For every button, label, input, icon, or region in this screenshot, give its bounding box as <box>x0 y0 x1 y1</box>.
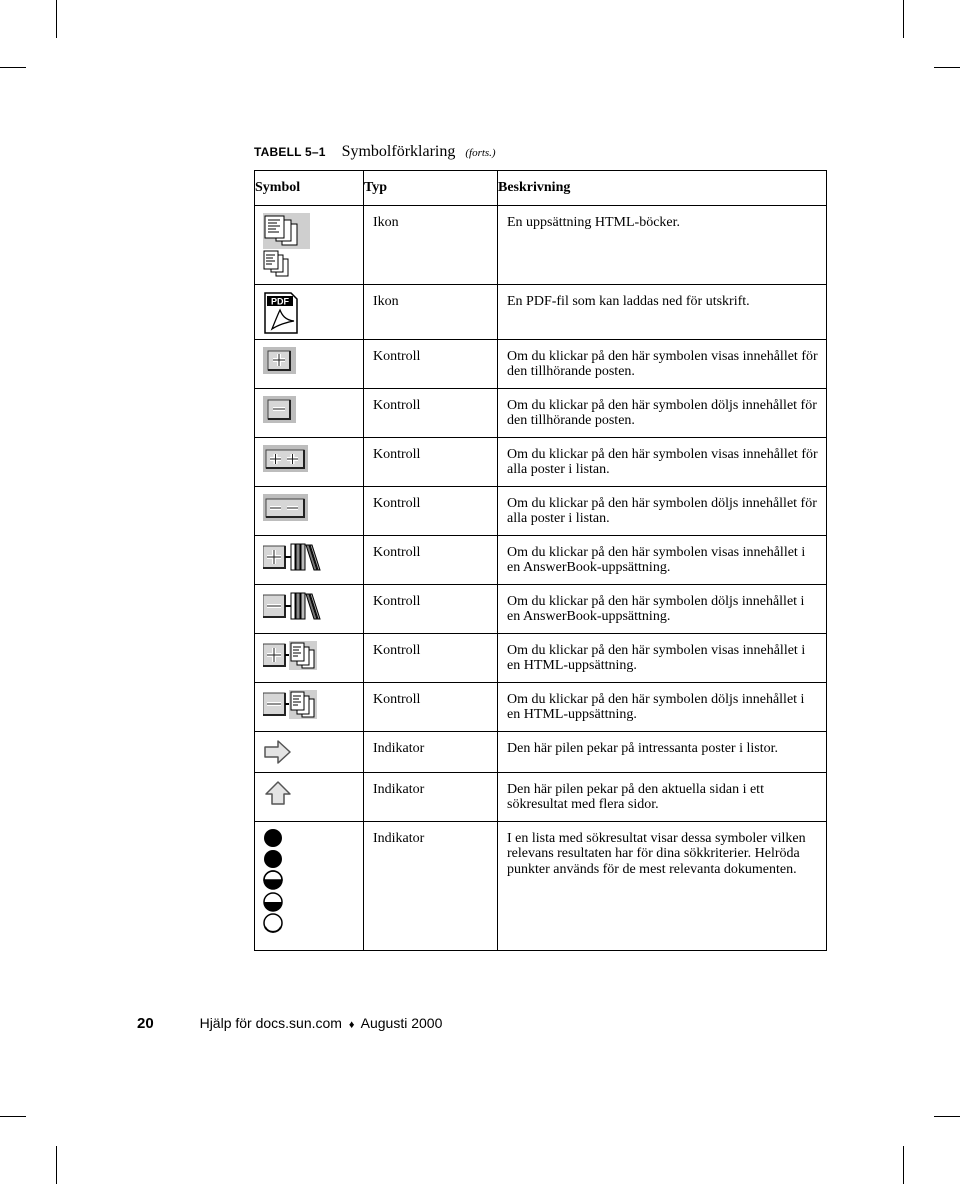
symbol-table <box>254 170 827 951</box>
row-description: Den här pilen pekar på den aktuella sidan i ett sökresultat med flera sidor. <box>507 781 764 812</box>
table-row <box>255 633 827 682</box>
crop-mark <box>0 67 26 68</box>
row-description: Den här pilen pekar på intressanta poster i listor. <box>507 740 778 756</box>
row-type: Kontroll <box>373 544 421 560</box>
footer-title: Hjälp för docs.sun.com <box>199 1015 342 1031</box>
collapse-all-icon <box>263 494 309 522</box>
row-description: Om du klickar på den här symbolen visas innehållet för alla poster i listan. <box>507 446 818 477</box>
table-title: Symbolförklaring <box>341 143 456 160</box>
arrow-up-icon <box>263 780 293 806</box>
row-description: En PDF-fil som kan laddas ned för utskrift. <box>507 294 750 309</box>
table-row <box>255 821 827 950</box>
row-type: Indikator <box>373 740 425 756</box>
table-row <box>255 772 827 821</box>
row-description: Om du klickar på den här symbolen döljs innehållet i en AnswerBook-uppsättning. <box>507 593 805 624</box>
table-row <box>255 682 827 731</box>
row-type: Ikon <box>373 215 399 230</box>
collapse-answerbook-icon <box>263 592 321 622</box>
table-number: TABELL 5–1 <box>254 145 326 159</box>
svg-text:PDF: PDF <box>271 296 289 307</box>
row-type: Kontroll <box>373 495 421 511</box>
table-row <box>255 731 827 772</box>
row-type: Kontroll <box>373 446 421 462</box>
header-symbol: Symbol <box>255 171 364 206</box>
row-type: Ikon <box>373 294 399 309</box>
row-type: Kontroll <box>373 691 421 707</box>
header-description: Beskrivning <box>498 171 827 206</box>
row-type: Kontroll <box>373 593 421 609</box>
table-caption <box>254 143 496 161</box>
table-row <box>255 206 827 285</box>
table-row <box>255 339 827 388</box>
table-row <box>255 437 827 486</box>
row-description: Om du klickar på den här symbolen döljs innehållet för den tillhörande posten. <box>507 397 817 428</box>
row-description: Om du klickar på den här symbolen döljs innehållet i en HTML-uppsättning. <box>507 691 805 722</box>
pdf-file-icon <box>263 292 299 334</box>
header-type: Typ <box>364 171 498 206</box>
table-row <box>255 285 827 340</box>
table-row <box>255 584 827 633</box>
row-type: Kontroll <box>373 642 421 658</box>
crop-mark <box>934 1116 960 1117</box>
row-description: Om du klickar på den här symbolen visas innehållet i en HTML-uppsättning. <box>507 642 806 673</box>
expand-all-icon <box>263 445 309 473</box>
footer-separator: ♦ <box>348 1019 355 1031</box>
crop-mark <box>903 0 904 38</box>
arrow-right-icon <box>263 739 293 765</box>
page-footer <box>137 1015 442 1032</box>
expand-plus-icon <box>263 347 297 375</box>
row-description: I en lista med sökresultat visar dessa symboler vilken relevans resultaten har för dina sökkriterier. Helröda punkter används för de mest relevanta dokumenten. <box>507 830 806 877</box>
row-type: Indikator <box>373 830 425 846</box>
footer-date: Augusti 2000 <box>360 1015 443 1031</box>
collapse-html-set-icon <box>263 690 321 720</box>
table-header-row <box>255 171 827 206</box>
collapse-minus-icon <box>263 396 297 424</box>
crop-mark <box>56 1146 57 1184</box>
html-books-icon <box>263 213 311 277</box>
relevance-dots-icon <box>263 827 289 943</box>
row-description: Om du klickar på den här symbolen visas innehållet för den tillhörande posten. <box>507 348 818 379</box>
expand-answerbook-icon <box>263 543 321 573</box>
table-row <box>255 388 827 437</box>
crop-mark <box>934 67 960 68</box>
row-type: Indikator <box>373 781 425 797</box>
row-description: Om du klickar på den här symbolen visas innehållet i en AnswerBook-uppsättning. <box>507 544 806 575</box>
table-continued-note: (forts.) <box>465 147 496 159</box>
table-row <box>255 535 827 584</box>
crop-mark <box>0 1116 26 1117</box>
page-number: 20 <box>137 1015 154 1032</box>
crop-mark <box>56 0 57 38</box>
row-description: En uppsättning HTML-böcker. <box>507 215 681 230</box>
row-type: Kontroll <box>373 348 421 364</box>
row-type: Kontroll <box>373 397 421 413</box>
row-description: Om du klickar på den här symbolen döljs innehållet för alla poster i listan. <box>507 495 817 526</box>
crop-mark <box>903 1146 904 1184</box>
expand-html-set-icon <box>263 641 321 671</box>
table-row <box>255 486 827 535</box>
